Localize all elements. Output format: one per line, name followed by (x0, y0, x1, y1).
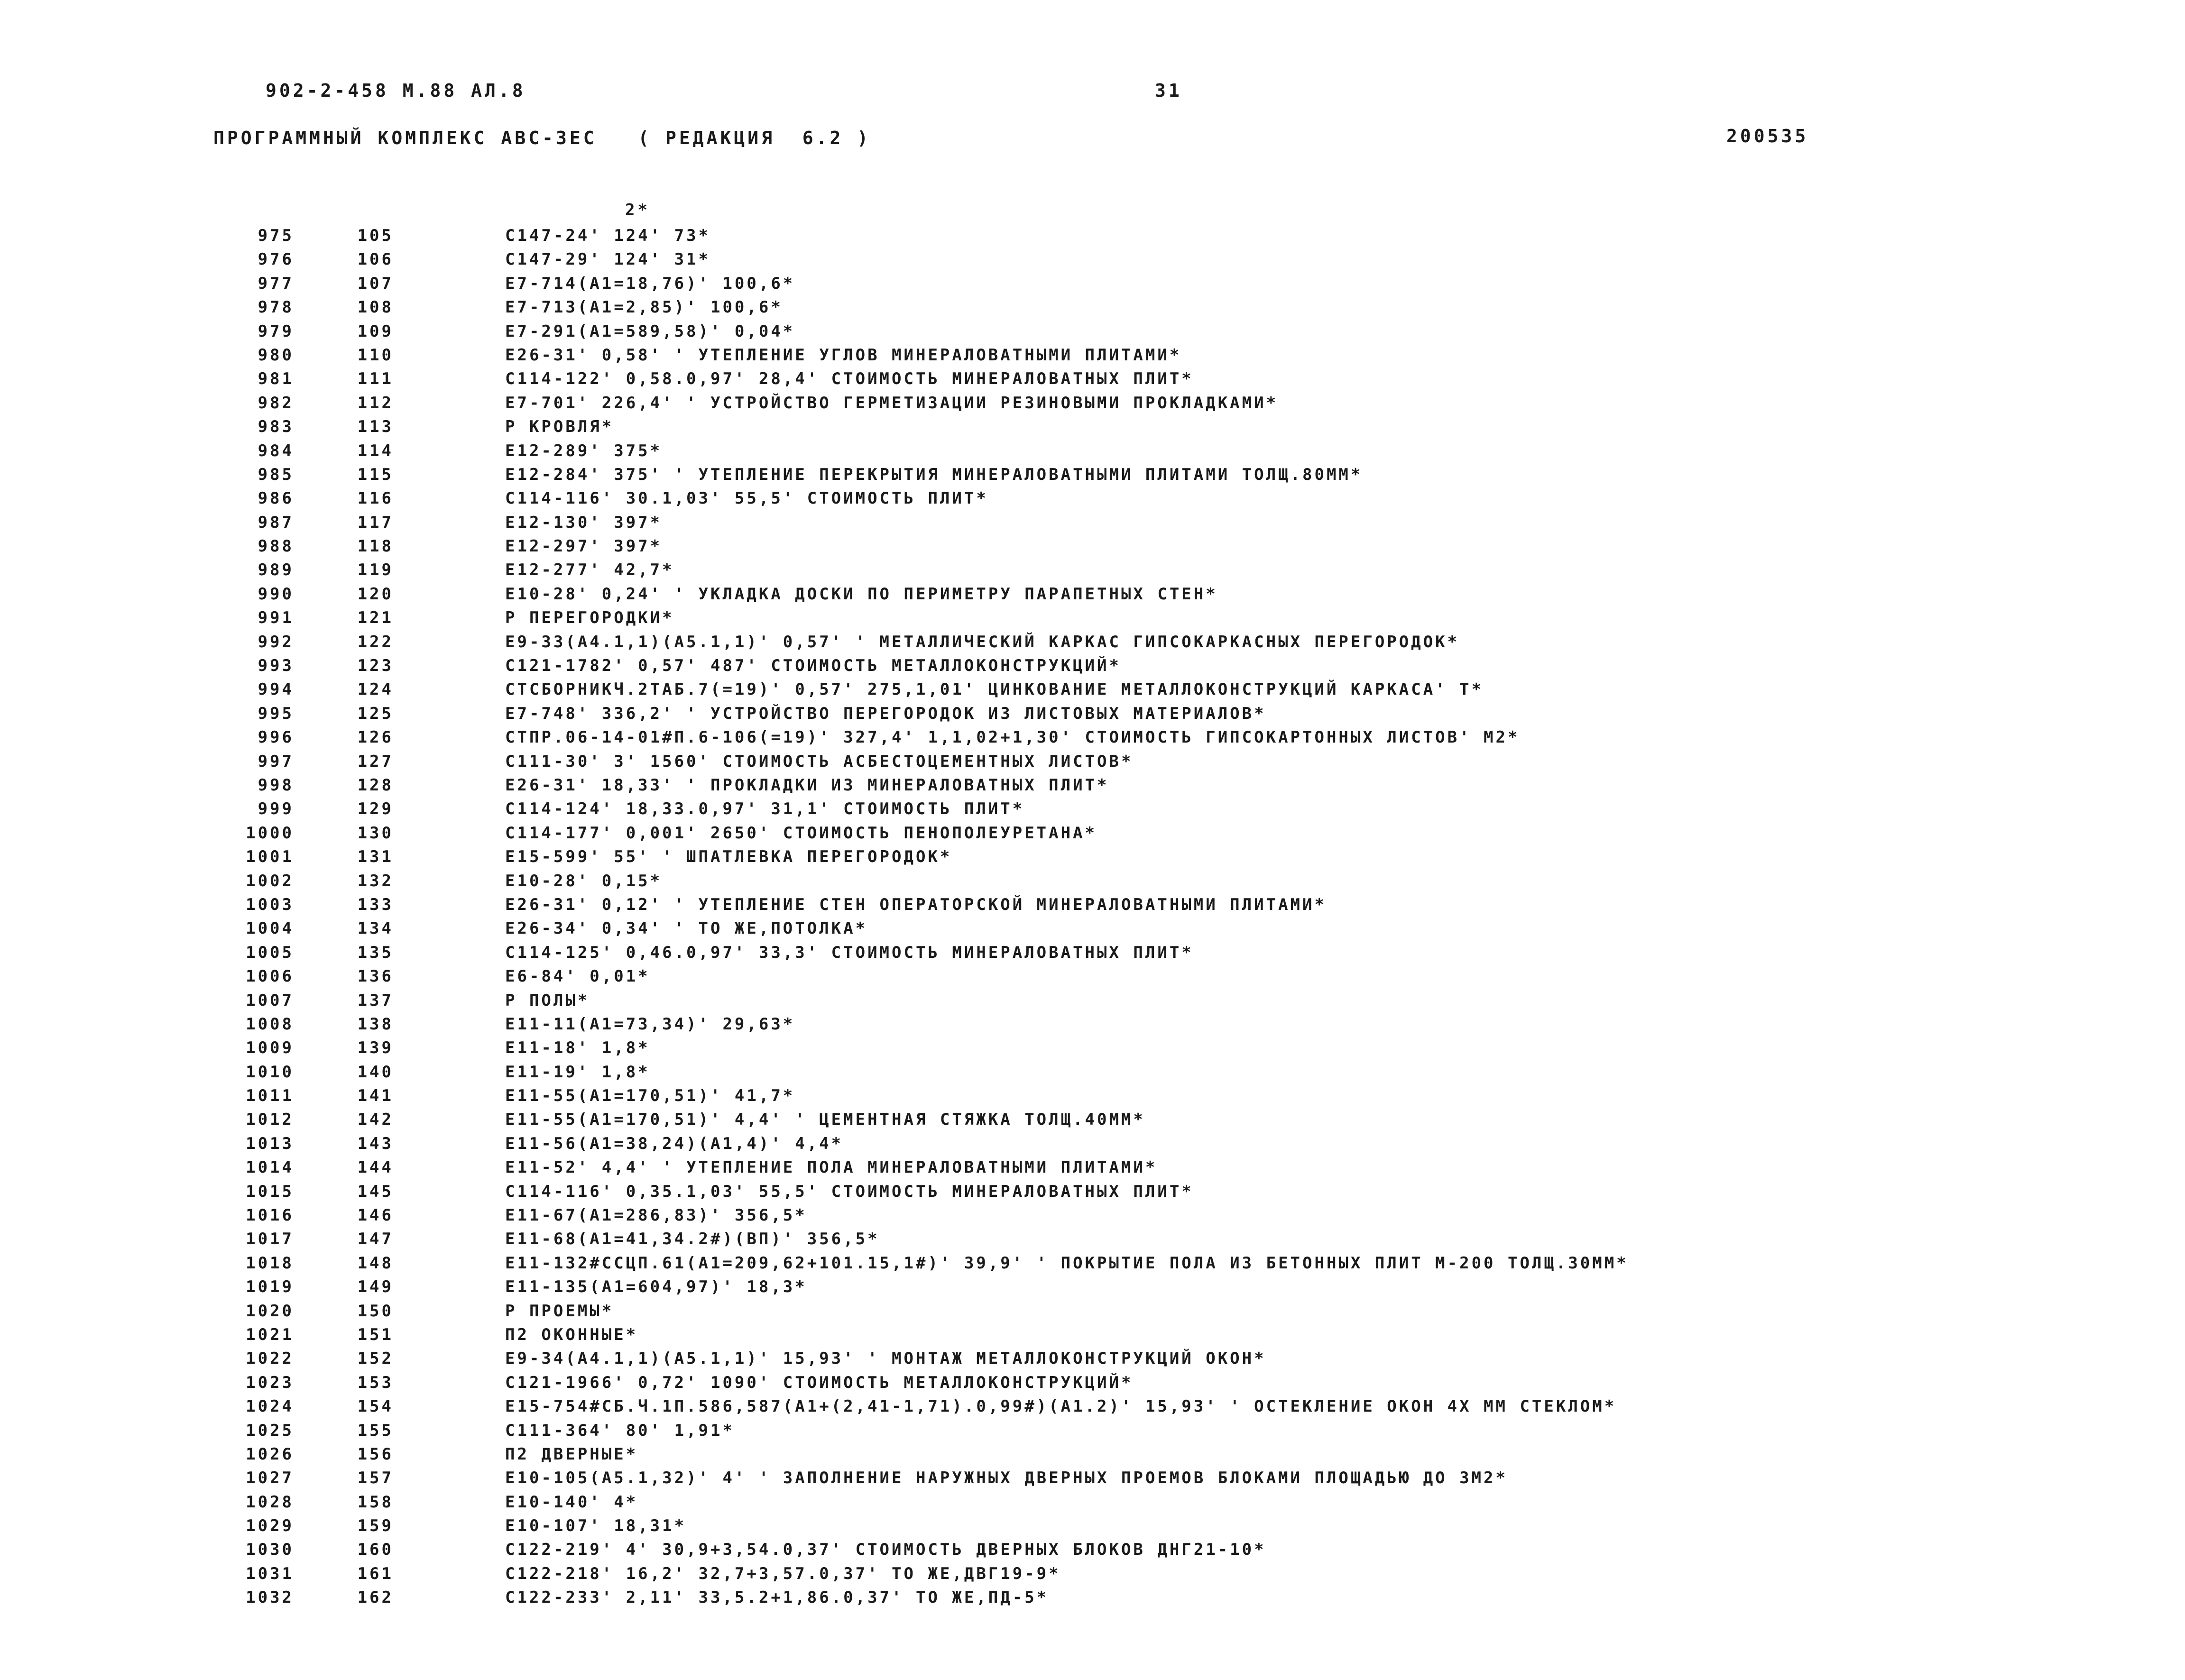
item-number: 146 (357, 1206, 394, 1225)
listing-row (0, 582, 2185, 606)
item-text: Е11-56(А1=38,24)(А1,4)' 4,4* (505, 1134, 844, 1153)
line-number: 984 (258, 441, 294, 460)
line-number: 1003 (246, 895, 294, 914)
line-number: 1032 (246, 1588, 294, 1607)
item-text: Е7-714(А1=18,76)' 100,6* (505, 274, 795, 293)
listing-row (0, 630, 2185, 654)
item-text: Е10-105(А5.1,32)' 4' ' ЗАПОЛНЕНИЕ НАРУЖНЫХ ДВЕРНЫХ ПРОЕМОВ БЛОКАМИ ПЛОЩАДЬЮ ДО 3М2* (505, 1469, 1508, 1488)
listing-row (0, 821, 2185, 845)
listing-row (0, 989, 2185, 1012)
listing-row (0, 367, 2185, 391)
item-number: 136 (357, 967, 394, 986)
line-number: 979 (258, 321, 294, 341)
item-text: Е10-28' 0,24' ' УКЛАДКА ДОСКИ ПО ПЕРИМЕТРУ ПАРАПЕТНЫХ СТЕН* (505, 584, 1218, 604)
item-text: Е26-31' 0,12' ' УТЕПЛЕНИЕ СТЕН ОПЕРАТОРСКОЙ МИНЕРАЛОВАТНЫМИ ПЛИТАМИ* (505, 895, 1327, 914)
line-number: 1008 (246, 1014, 294, 1034)
line-number: 988 (258, 537, 294, 556)
item-number: 132 (357, 871, 394, 890)
item-number: 125 (357, 704, 394, 723)
line-number: 993 (258, 656, 294, 676)
item-text: Е10-28' 0,15* (505, 871, 663, 890)
line-number: 1009 (246, 1038, 294, 1058)
item-text: С114-122' 0,58.0,97' 28,4' СТОИМОСТЬ МИНЕРАЛОВАТНЫХ ПЛИТ* (505, 369, 1194, 389)
item-text: С121-1782' 0,57' 487' СТОИМОСТЬ МЕТАЛЛОКОНСТРУКЦИЙ* (505, 656, 1121, 676)
item-text: С122-219' 4' 30,9+3,54.0,37' СТОИМОСТЬ ДВЕРНЫХ БЛОКОВ ДНГ21-10* (505, 1540, 1266, 1560)
line-number: 1020 (246, 1301, 294, 1321)
item-number: 124 (357, 680, 394, 699)
listing-row (0, 606, 2185, 630)
line-number: 983 (258, 417, 294, 437)
line-number: 1030 (246, 1540, 294, 1560)
line-number: 1023 (246, 1373, 294, 1392)
item-number: 141 (357, 1086, 394, 1106)
line-number: 1004 (246, 919, 294, 938)
item-number: 139 (357, 1038, 394, 1058)
item-number: 120 (357, 584, 394, 604)
item-number: 110 (357, 345, 394, 365)
listing-row (0, 1084, 2185, 1108)
item-text: Е9-34(А4.1,1)(А5.1,1)' 15,93' ' МОНТАЖ МЕТАЛЛОКОНСТРУКЦИЙ ОКОН* (505, 1349, 1266, 1368)
item-number: 143 (357, 1134, 394, 1153)
item-number: 158 (357, 1492, 394, 1512)
item-text: С147-24' 124' 73* (505, 226, 710, 245)
line-number: 1015 (246, 1182, 294, 1201)
listing-row (0, 1538, 2185, 1561)
listing-row (0, 1466, 2185, 1490)
item-text: Р КРОВЛЯ* (505, 417, 614, 437)
item-number: 157 (357, 1469, 394, 1488)
listing-row (0, 558, 2185, 582)
line-number: 994 (258, 680, 294, 699)
listing-row (0, 964, 2185, 988)
listing-row (0, 248, 2185, 271)
item-number: 116 (357, 489, 394, 508)
item-text: Р ПЕРЕГОРОДКИ* (505, 608, 674, 628)
line-number: 980 (258, 345, 294, 365)
listing-row (0, 917, 2185, 940)
line-number: 987 (258, 513, 294, 532)
line-number: 991 (258, 608, 294, 628)
listing-row (0, 295, 2185, 319)
listing-row (0, 439, 2185, 463)
listing-row (0, 534, 2185, 558)
listing-row (0, 1275, 2185, 1299)
listing-row (0, 1395, 2185, 1418)
item-number: 122 (357, 632, 394, 652)
item-text: Е10-140' 4* (505, 1492, 638, 1512)
item-number: 149 (357, 1277, 394, 1297)
listing-row (0, 1586, 2185, 1609)
listing-row (0, 1299, 2185, 1323)
line-number: 1018 (246, 1253, 294, 1273)
item-text: Е11-11(А1=73,34)' 29,63* (505, 1014, 795, 1034)
listing-row (0, 702, 2185, 725)
line-number: 1012 (246, 1110, 294, 1129)
item-text: Е7-748' 336,2' ' УСТРОЙСТВО ПЕРЕГОРОДОК ИЗ ЛИСТОВЫХ МАТЕРИАЛОВ* (505, 704, 1266, 723)
item-text: Е7-291(А1=589,58)' 0,04* (505, 321, 795, 341)
item-number: 117 (357, 513, 394, 532)
listing-row (0, 1060, 2185, 1084)
document-code: 902-2-458 М.88 АЛ.8 (266, 80, 526, 101)
item-number: 126 (357, 728, 394, 747)
listing-row (0, 272, 2185, 295)
item-text: Е26-31' 18,33' ' ПРОКЛАДКИ ИЗ МИНЕРАЛОВАТНЫХ ПЛИТ* (505, 775, 1109, 795)
item-number: 154 (357, 1397, 394, 1416)
item-number: 140 (357, 1062, 394, 1082)
line-number: 1031 (246, 1564, 294, 1583)
item-number: 118 (357, 537, 394, 556)
item-number: 147 (357, 1230, 394, 1249)
item-text: Е11-19' 1,8* (505, 1062, 650, 1082)
item-text: СТСБОРНИКЧ.2ТАБ.7(=19)' 0,57' 275,1,01' ЦИНКОВАНИЕ МЕТАЛЛОКОНСТРУКЦИЙ КАРКАСА' Т* (505, 680, 1484, 699)
item-text: Е12-277' 42,7* (505, 560, 674, 580)
listing-row (0, 1180, 2185, 1203)
item-text: Е7-701' 226,4' ' УСТРОЙСТВО ГЕРМЕТИЗАЦИИ РЕЗИНОВЫМИ ПРОКЛАДКАМИ* (505, 393, 1279, 413)
item-number: 152 (357, 1349, 394, 1368)
item-text: Е6-84' 0,01* (505, 967, 650, 986)
item-text: Е11-68(А1=41,34.2#)(ВП)' 356,5* (505, 1230, 880, 1249)
listing-row (0, 391, 2185, 415)
item-text: С114-116' 0,35.1,03' 55,5' СТОИМОСТЬ МИНЕРАЛОВАТНЫХ ПЛИТ* (505, 1182, 1194, 1201)
item-text: С147-29' 124' 31* (505, 250, 710, 269)
listing-row (0, 1490, 2185, 1514)
item-text: Е11-67(А1=286,83)' 356,5* (505, 1206, 807, 1225)
listing-row (0, 343, 2185, 367)
line-number: 989 (258, 560, 294, 580)
page-number: 31 (1155, 80, 1182, 101)
document-number: 200535 (1726, 126, 1809, 147)
listing-row (0, 869, 2185, 893)
line-number: 978 (258, 298, 294, 317)
listing-row (0, 941, 2185, 964)
item-number: 115 (357, 465, 394, 484)
item-number: 144 (357, 1158, 394, 1177)
item-text: Е7-713(А1=2,85)' 100,6* (505, 298, 783, 317)
line-number: 982 (258, 393, 294, 413)
listing-row (0, 750, 2185, 773)
item-number: 162 (357, 1588, 394, 1607)
line-number: 981 (258, 369, 294, 389)
line-number: 1025 (246, 1421, 294, 1440)
line-number: 1002 (246, 871, 294, 890)
line-number: 1026 (246, 1444, 294, 1464)
item-text: Е15-754#СБ.Ч.1П.586,587(А1+(2,41-1,71).0,99#)(А1.2)' 15,93' ' ОСТЕКЛЕНИЕ ОКОН 4Х ММ СТЕКЛОМ* (505, 1397, 1617, 1416)
line-number: 986 (258, 489, 294, 508)
item-text: Е11-132#ССЦП.61(А1=209,62+101.15,1#)' 39,9' ' ПОКРЫТИЕ ПОЛА ИЗ БЕТОННЫХ ПЛИТ М-200 ТОЛЩ.30ММ* (505, 1253, 1629, 1273)
item-number: 121 (357, 608, 394, 628)
line-number: 996 (258, 728, 294, 747)
listing-row (0, 725, 2185, 749)
line-number: 1005 (246, 943, 294, 962)
line-number: 1014 (246, 1158, 294, 1177)
item-text: П2 ДВЕРНЫЕ* (505, 1444, 638, 1464)
item-text: Е11-135(А1=604,97)' 18,3* (505, 1277, 807, 1297)
item-number: 156 (357, 1444, 394, 1464)
item-text: Е12-130' 397* (505, 513, 663, 532)
item-text: С111-364' 80' 1,91* (505, 1421, 735, 1440)
item-text: Е11-52' 4,4' ' УТЕПЛЕНИЕ ПОЛА МИНЕРАЛОВАТНЫМИ ПЛИТАМИ* (505, 1158, 1158, 1177)
line-number: 998 (258, 775, 294, 795)
listing-row (0, 1132, 2185, 1156)
item-number: 107 (357, 274, 394, 293)
item-text: Е12-297' 397* (505, 537, 663, 556)
item-text: С121-1966' 0,72' 1090' СТОИМОСТЬ МЕТАЛЛОКОНСТРУКЦИЙ* (505, 1373, 1134, 1392)
section-marker: 2* (625, 201, 650, 220)
line-number: 999 (258, 799, 294, 819)
item-text: Е11-55(А1=170,51)' 41,7* (505, 1086, 795, 1106)
listing-row (0, 654, 2185, 678)
listing-row (0, 320, 2185, 343)
listing-row (0, 1227, 2185, 1251)
item-number: 113 (357, 417, 394, 437)
listing-row (0, 1323, 2185, 1347)
item-number: 161 (357, 1564, 394, 1583)
listing-row (0, 415, 2185, 439)
line-number: 1029 (246, 1516, 294, 1536)
listing-row (0, 845, 2185, 869)
listing-row (0, 797, 2185, 821)
line-number: 1019 (246, 1277, 294, 1297)
line-number: 985 (258, 465, 294, 484)
estimate-listing (0, 224, 2185, 1610)
line-number: 975 (258, 226, 294, 245)
item-number: 135 (357, 943, 394, 962)
line-number: 1001 (246, 847, 294, 867)
item-number: 109 (357, 321, 394, 341)
line-number: 992 (258, 632, 294, 652)
item-text: Е12-289' 375* (505, 441, 663, 460)
line-number: 1010 (246, 1062, 294, 1082)
item-text: Е26-31' 0,58' ' УТЕПЛЕНИЕ УГЛОВ МИНЕРАЛОВАТНЫМИ ПЛИТАМИ* (505, 345, 1182, 365)
item-number: 131 (357, 847, 394, 867)
item-number: 128 (357, 775, 394, 795)
item-text: С114-125' 0,46.0,97' 33,3' СТОИМОСТЬ МИНЕРАЛОВАТНЫХ ПЛИТ* (505, 943, 1194, 962)
item-number: 148 (357, 1253, 394, 1273)
item-number: 119 (357, 560, 394, 580)
item-number: 159 (357, 1516, 394, 1536)
listing-row (0, 1442, 2185, 1466)
item-text: С114-116' 30.1,03' 55,5' СТОИМОСТЬ ПЛИТ* (505, 489, 988, 508)
item-number: 151 (357, 1325, 394, 1344)
line-number: 1013 (246, 1134, 294, 1153)
line-number: 1007 (246, 991, 294, 1010)
program-title: ПРОГРАММНЫЙ КОМПЛЕКС АВС-3ЕС ( РЕДАКЦИЯ 6.2 ) (213, 128, 871, 148)
item-number: 137 (357, 991, 394, 1010)
listing-row (0, 1203, 2185, 1227)
item-text: Е10-107' 18,31* (505, 1516, 687, 1536)
line-number: 1017 (246, 1230, 294, 1249)
item-number: 111 (357, 369, 394, 389)
item-text: Р ПОЛЫ* (505, 991, 590, 1010)
line-number: 1016 (246, 1206, 294, 1225)
item-text: Р ПРОЕМЫ* (505, 1301, 614, 1321)
line-number: 1028 (246, 1492, 294, 1512)
line-number: 990 (258, 584, 294, 604)
line-number: 997 (258, 752, 294, 771)
listing-row (0, 511, 2185, 534)
item-text: П2 ОКОННЫЕ* (505, 1325, 638, 1344)
item-number: 133 (357, 895, 394, 914)
listing-row (0, 1251, 2185, 1275)
item-number: 138 (357, 1014, 394, 1034)
listing-row (0, 1419, 2185, 1442)
item-number: 155 (357, 1421, 394, 1440)
listing-row (0, 1036, 2185, 1060)
line-number: 1027 (246, 1469, 294, 1488)
item-number: 145 (357, 1182, 394, 1201)
item-number: 134 (357, 919, 394, 938)
item-text: Е26-34' 0,34' ' ТО ЖЕ,ПОТОЛКА* (505, 919, 868, 938)
line-number: 977 (258, 274, 294, 293)
item-number: 150 (357, 1301, 394, 1321)
listing-row (0, 1514, 2185, 1538)
item-number: 160 (357, 1540, 394, 1560)
line-number: 976 (258, 250, 294, 269)
item-text: Е11-55(А1=170,51)' 4,4' ' ЦЕМЕНТНАЯ СТЯЖКА ТОЛЩ.40ММ* (505, 1110, 1145, 1129)
listing-row (0, 1156, 2185, 1179)
item-number: 114 (357, 441, 394, 460)
item-number: 153 (357, 1373, 394, 1392)
item-text: С111-30' 3' 1560' СТОИМОСТЬ АСБЕСТОЦЕМЕНТНЫХ ЛИСТОВ* (505, 752, 1134, 771)
line-number: 1021 (246, 1325, 294, 1344)
line-number: 1006 (246, 967, 294, 986)
line-number: 1011 (246, 1086, 294, 1106)
listing-row (0, 224, 2185, 248)
item-number: 129 (357, 799, 394, 819)
listing-row (0, 893, 2185, 917)
item-text: С114-124' 18,33.0,97' 31,1' СТОИМОСТЬ ПЛИТ* (505, 799, 1025, 819)
item-text: Е12-284' 375' ' УТЕПЛЕНИЕ ПЕРЕКРЫТИЯ МИНЕРАЛОВАТНЫМИ ПЛИТАМИ ТОЛЩ.80ММ* (505, 465, 1363, 484)
item-number: 106 (357, 250, 394, 269)
listing-row (0, 1108, 2185, 1131)
item-number: 127 (357, 752, 394, 771)
listing-row (0, 1347, 2185, 1370)
line-number: 995 (258, 704, 294, 723)
listing-row (0, 773, 2185, 797)
listing-row (0, 678, 2185, 701)
listing-row (0, 1012, 2185, 1036)
item-number: 130 (357, 823, 394, 843)
item-number: 142 (357, 1110, 394, 1129)
item-number: 105 (357, 226, 394, 245)
item-number: 112 (357, 393, 394, 413)
listing-row (0, 487, 2185, 510)
line-number: 1000 (246, 823, 294, 843)
item-text: Е9-33(А4.1,1)(А5.1,1)' 0,57' ' МЕТАЛЛИЧЕСКИЙ КАРКАС ГИПСОКАРКАСНЫХ ПЕРЕГОРОДОК* (505, 632, 1460, 652)
item-text: С114-177' 0,001' 2650' СТОИМОСТЬ ПЕНОПОЛЕУРЕТАНА* (505, 823, 1097, 843)
listing-row (0, 463, 2185, 487)
line-number: 1022 (246, 1349, 294, 1368)
listing-row (0, 1371, 2185, 1395)
item-text: С122-218' 16,2' 32,7+3,57.0,37' ТО ЖЕ,ДВГ19-9* (505, 1564, 1061, 1583)
item-text: Е15-599' 55' ' ШПАТЛЕВКА ПЕРЕГОРОДОК* (505, 847, 952, 867)
item-number: 123 (357, 656, 394, 676)
item-text: Е11-18' 1,8* (505, 1038, 650, 1058)
item-text: СТПР.06-14-01#П.6-106(=19)' 327,4' 1,1,02+1,30' СТОИМОСТЬ ГИПСОКАРТОННЫХ ЛИСТОВ' М2* (505, 728, 1520, 747)
item-text: С122-233' 2,11' 33,5.2+1,86.0,37' ТО ЖЕ,ПД-5* (505, 1588, 1049, 1607)
line-number: 1024 (246, 1397, 294, 1416)
listing-row (0, 1562, 2185, 1586)
item-number: 108 (357, 298, 394, 317)
